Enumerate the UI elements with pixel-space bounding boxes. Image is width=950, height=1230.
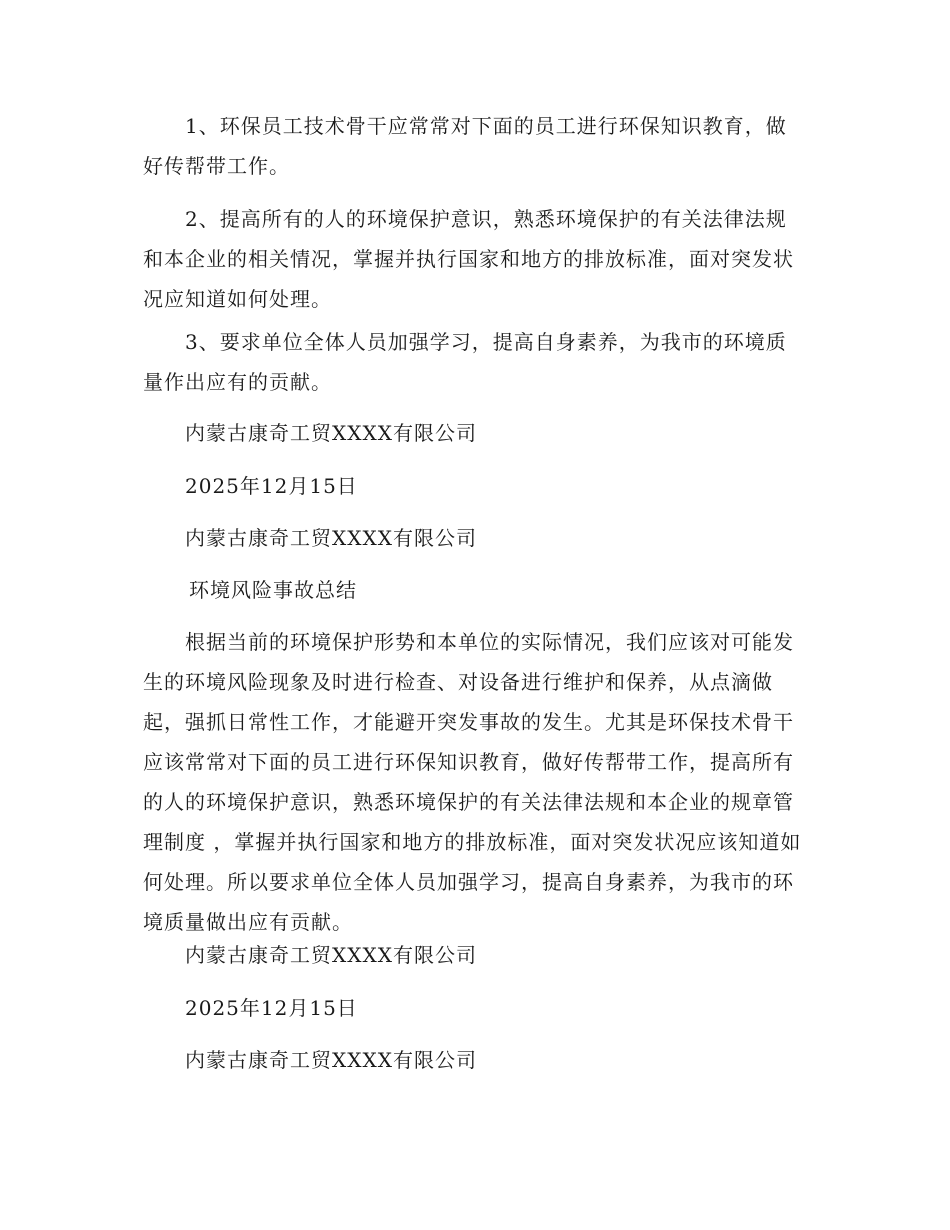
section-title: 环境风险事故总结 <box>189 578 357 602</box>
summary-paragraph: 根据当前的环境保护形势和本单位的实际情况，我们应该对可能发生的环境风险现象及时进行检查、对设备进行维护和保养，从点滴做起，强抓日常性工作，才能避开突发事故的发生。尤其是环保技术骨干应该常常对下面的员工进行环保知识教育，做好传帮带工作，提高所有的人的环境保护意识，熟悉环境保护的有关法律法规和本企业的规章管理制度 ，掌握并执行国家和地方的排放标准，面对突发状况应该知道如何处理。所以要求单位全体人员加强学习，提高自身素养，为我市的环境质量做出应有贡献。 <box>143 630 802 934</box>
list-item-1: 1、环保员工技术骨干应常常对下面的员工进行环保知识教育，做好传帮带工作。 <box>143 114 787 178</box>
company-name: 内蒙古康奇工贸XXXX有限公司 <box>185 526 477 550</box>
list-item-3: 3、要求单位全体人员加强学习，提高自身素养，为我市的环境质量作出应有的贡献。 <box>143 330 787 394</box>
date: 2025年12月15日 <box>185 474 358 498</box>
date: 2025年12月15日 <box>185 996 358 1020</box>
company-name: 内蒙古康奇工贸XXXX有限公司 <box>185 1048 477 1072</box>
company-name: 内蒙古康奇工贸XXXX有限公司 <box>185 943 477 967</box>
company-name: 内蒙古康奇工贸XXXX有限公司 <box>185 421 477 445</box>
list-item-2: 2、提高所有的人的环境保护意识，熟悉环境保护的有关法律法规和本企业的相关情况，掌握并执行国家和地方的排放标准，面对突发状况应知道如何处理。 <box>143 207 794 311</box>
